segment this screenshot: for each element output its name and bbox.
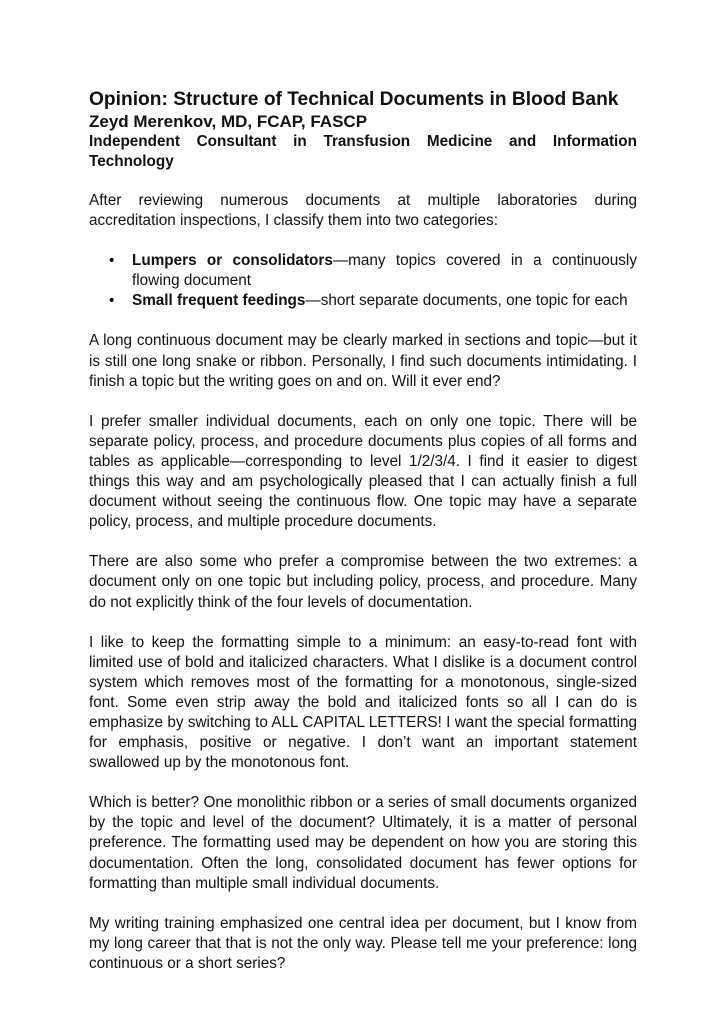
document-title: Opinion: Structure of Technical Documents in Blood Bank [89,89,619,110]
category-description: —short separate documents, one topic for each [305,292,628,310]
categories-list [89,251,637,311]
category-term: Lumpers or consolidators [132,252,333,270]
category-term: Small frequent feedings [132,292,306,310]
body-paragraph: There are also some who prefer a compromise between the two extremes: a document only on one topic but including policy, process, and procedure. Many do not explicitly think of the four levels of documentation. [89,553,637,611]
category-description: —many topics covered in a continuously flowing document [132,252,637,290]
author-name: Zeyd Merenkov, MD, FCAP, FASCP [89,112,368,131]
document-page [89,88,637,974]
bullet-icon: • [109,252,115,270]
body-paragraph: I prefer smaller individual documents, each on only one topic. There will be separate policy, process, and procedure documents plus copies of all forms and tables as applicable—corresponding to level 1/2/3/4. I find it easier to digest things this way and am psychologically pleased that I can actually finish a full document without seeing the continuous flow. One topic may have a separate policy, process, and multiple procedure documents. [89,412,637,531]
intro-paragraph: After reviewing numerous documents at multiple laboratories during accreditation inspections, I classify them into two categories: [89,192,637,230]
body-paragraph: Which is better? One monolithic ribbon or a series of small documents organized by the topic and level of the document? Ultimately, it is a matter of personal preference. The formatting used may be dependent on how you are storing this documentation. Often the long, consolidated document has fewer options for formatting than multiple small individual documents. [89,794,637,892]
body-paragraph: I like to keep the formatting simple to a minimum: an easy-to-read font with limited use of bold and italicized characters. What I dislike is a document control system which removes most of the formatting for a monotonous, single-sized font. Some even strip away the bold and italicized fonts so all I can do is emphasize by switching to ALL CAPITAL LETTERS! I want the special formatting for emphasis, positive or negative. I don’t want an important statement swallowed up by the monotonous font. [89,633,637,772]
closing-paragraph: My writing training emphasized one central idea per document, but I know from my long career that that is not the only way. Please tell me your preference: long continuous or a short series? [89,914,637,972]
body-paragraph: A long continuous document may be clearly marked in sections and topic—but it is still one long snake or ribbon. Personally, I find such documents intimidating. I finish a topic but the writing goes on and on. Will it ever end? [89,332,637,390]
author-affiliation: Independent Consultant in Transfusion Medicine and Information Technology [89,133,637,170]
list-item [89,291,637,311]
bullet-icon: • [109,292,115,310]
list-item [89,251,637,291]
